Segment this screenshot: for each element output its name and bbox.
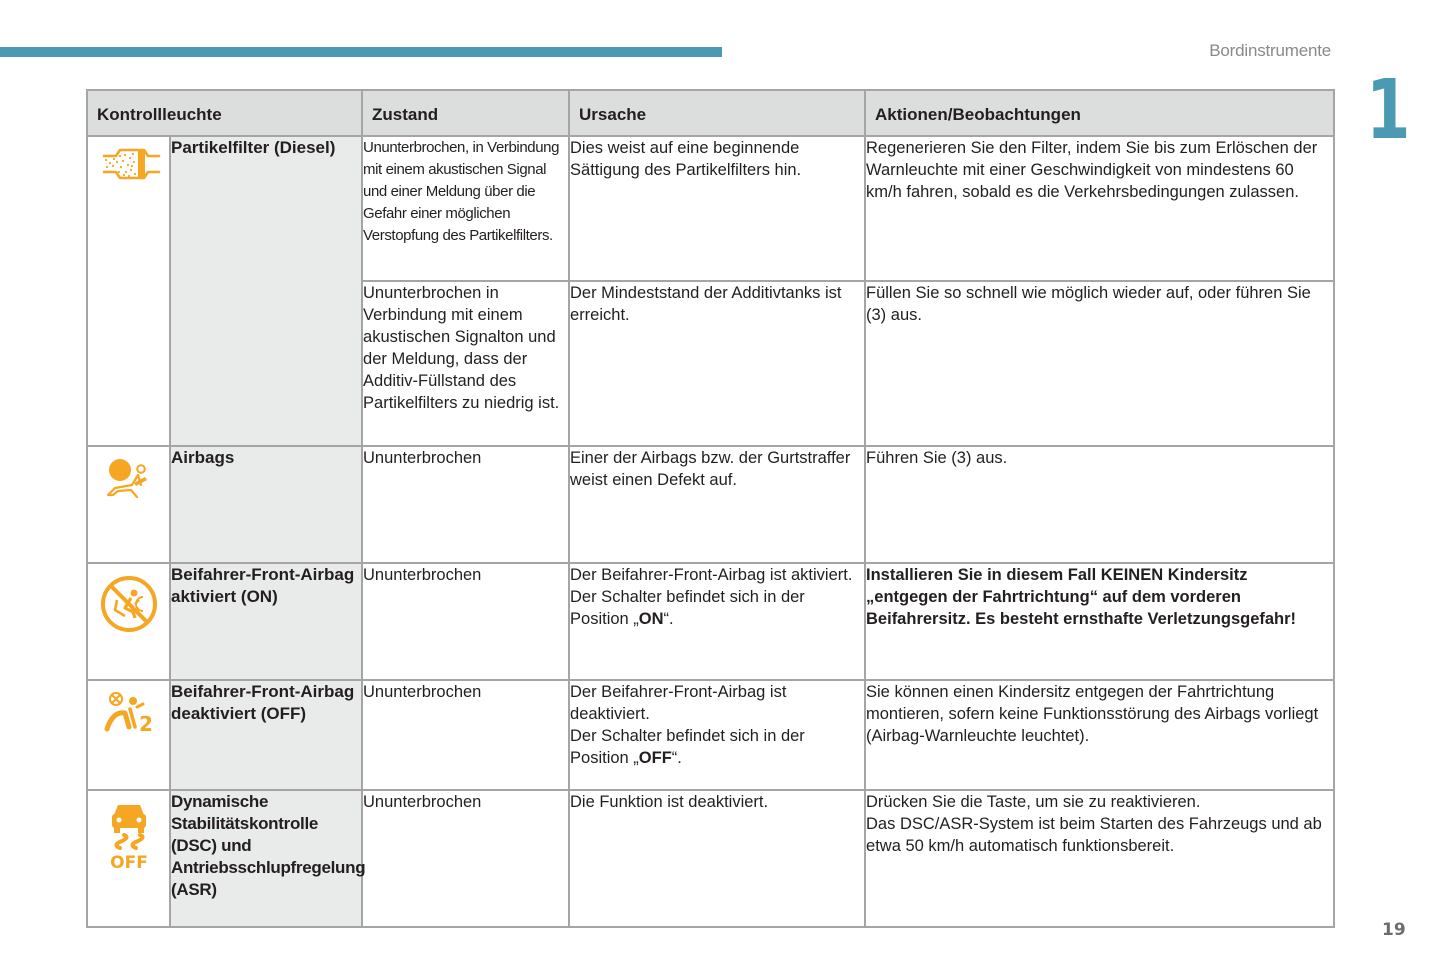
ursache-text: Der Schalter befindet sich in der Position „ [570,727,805,767]
icon-cell [87,680,170,790]
ursache-line: Der Beifahrer-Front-Airbag ist aktiviert. [570,566,853,584]
table-row [87,680,1334,790]
ursache-line [570,586,864,630]
ursache-text: “. [663,610,674,628]
airbag-icon [105,457,153,506]
table-row [87,136,1334,281]
zustand-cell: Ununterbrochen [362,563,569,680]
warning-name: Partikelfilter (Diesel) [170,136,362,446]
warning-name: Dynamische Stabilitätskontrolle (DSC) und Antriebsschlupfregelung (ASR) [170,790,362,927]
ursache-cell: Einer der Airbags bzw. der Gurtstraffer weist einen Defekt auf. [569,446,865,563]
aktionen-line: Drücken Sie die Taste, um sie zu reaktivieren. [866,793,1201,811]
passenger-airbag-on-icon [99,574,159,639]
table-header-row [87,90,1334,136]
warning-name: Beifahrer-Front-Airbag aktiviert (ON) [170,563,362,680]
zustand-cell: Ununterbrochen [362,680,569,790]
zustand-cell: Ununterbrochen in Verbindung mit einem akustischen Signalton und der Meldung, dass der Additiv-Füllstand des Partikelfilters zu niedrig ist. [362,281,569,446]
section-title: Bordinstrumente [1209,41,1331,60]
icon-cell [87,563,170,680]
dsc-off-label: OFF [109,853,148,871]
header-zustand: Zustand [362,90,569,136]
icon-cell [87,790,170,927]
aktionen-cell [865,790,1334,927]
aktionen-cell: Sie können einen Kindersitz entgegen der Fahrtrichtung montieren, sofern keine Funktionsstörung des Airbags vorliegt (Airbag-Warnleuchte leuchtet). [865,680,1334,790]
ursache-text: “. [671,749,682,767]
ursache-cell [569,680,865,790]
warning-lights-table [86,89,1335,928]
ursache-cell [569,563,865,680]
table-row [87,446,1334,563]
table-row [87,563,1334,680]
aktionen-cell: Regenerieren Sie den Filter, indem Sie bis zum Erlöschen der Warnleuchte mit einer Geschwindigkeit von mindestens 60 km/h fahren, sobald es die Verkehrsbedingungen zulassen. [865,136,1334,281]
header-ursache: Ursache [569,90,865,136]
passenger-airbag-off-icon [103,691,155,740]
ursache-line: Der Beifahrer-Front-Airbag ist deaktiviert. [570,683,787,723]
warning-name: Beifahrer-Front-Airbag deaktiviert (OFF) [170,680,362,790]
aktionen-line: Das DSC/ASR-System ist beim Starten des Fahrzeugs und ab etwa 50 km/h automatisch funktionsbereit. [866,815,1322,855]
dsc-off-icon [106,801,152,876]
svg-text:2: 2 [138,712,153,735]
aktionen-cell: Füllen Sie so schnell wie möglich wieder auf, oder führen Sie (3) aus. [865,281,1334,446]
ursache-line [570,725,864,769]
warning-name: Airbags [170,446,362,563]
icon-cell [87,446,170,563]
ursache-cell: Die Funktion ist deaktiviert. [569,790,865,927]
switch-position: ON [638,610,664,628]
aktionen-cell-warning: Installieren Sie in diesem Fall KEINEN Kindersitz „entgegen der Fahrtrichtung“ auf dem vorderen Beifahrersitz. Es besteht ernsthafte Verletzungsgefahr! [865,563,1334,680]
icon-cell [87,136,170,446]
page-number: 19 [1382,920,1406,940]
switch-position: OFF [638,749,672,767]
table-row [87,790,1334,927]
aktionen-cell: Führen Sie (3) aus. [865,446,1334,563]
ursache-text: Der Schalter befindet sich in der Position „ [570,588,805,628]
header-kontrollleuchte: Kontrollleuchte [87,90,362,136]
ursache-cell: Dies weist auf eine beginnende Sättigung des Partikelfilters hin. [569,136,865,281]
zustand-cell: Ununterbrochen, in Verbindung mit einem akustischen Signal und einer Meldung über die Gefahr einer möglichen Verstopfung des Partikelfilters. [362,136,569,281]
particle-filter-icon [96,147,162,186]
zustand-cell: Ununterbrochen [362,446,569,563]
ursache-cell: Der Mindeststand der Additivtanks ist erreicht. [569,281,865,446]
chapter-number: 1 [1366,63,1411,158]
zustand-cell: Ununterbrochen [362,790,569,927]
header-accent-bar [0,47,722,57]
header-aktionen: Aktionen/Beobachtungen [865,90,1334,136]
